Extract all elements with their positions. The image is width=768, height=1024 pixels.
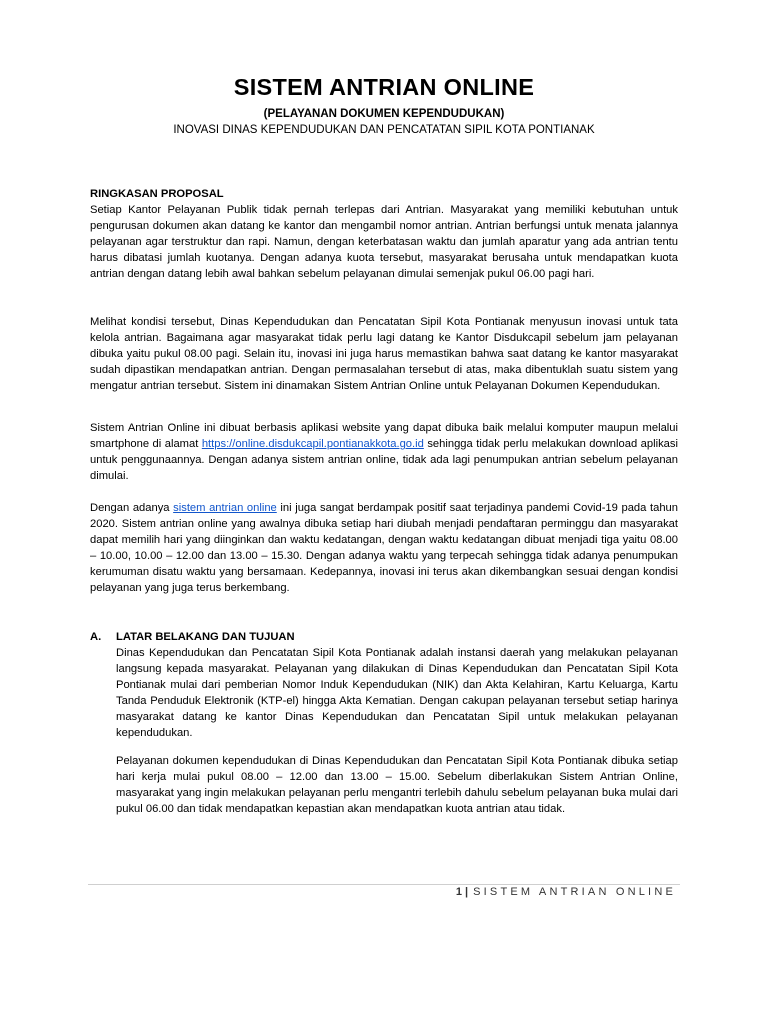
section-a-paragraph-2: Pelayanan dokumen kependudukan di Dinas Kependudukan dan Pencatatan Sipil Kota Pontianak dibuka setiap hari kerja mulai pukul 08.00 – 12.00 dan 13.00 – 15.00. Sebelum diberlakukan Sistem Antrian Online, masyarakat yang ingin melakukan pelayanan perlu mengantri terlebih dahulu sebelum pelayanan buka mulai dari pukul 06.00 dan tidak mendapatkan kepastian akan mendapatkan kuota antrian atau tidak. [116,755,678,815]
summary-section [90,186,678,282]
summary-paragraph-2-block [90,314,678,394]
p3-text-after: sehingga tidak perlu melakukan download aplikasi untuk penggunaannya. Dengan adanya sistem antrian online, tidak ada lagi penumpukan antrian sebelum pelayanan dimulai. [90,438,678,482]
summary-paragraph-3 [90,420,678,484]
sistem-antrian-link[interactable]: sistem antrian online [173,502,277,514]
section-a-paragraph-1: Dinas Kependudukan dan Pencatatan Sipil Kota Pontianak adalah instansi daerah yang melakukan pelayanan langsung kepada masyarakat. Pelayanan yang dilakukan di Dinas Kependudukan dan Pencatatan Sipil Kota Pontianak mulai dari pemberian Nomor Induk Kependudukan (NIK) dan Akta Kelahiran, Kartu Keluarga, Kartu Tanda Penduduk Elektronik (KTP-el) hingga Akta Kematian. Dengan cakupan pelayanan tersebut setiap harinya masyarakat datang ke kantor Dinas Kependudukan dan Pencatatan Sipil untuk melakukan pelayanan kependudukan. [116,647,678,739]
page-number: 1 [455,886,463,898]
document-organization: INOVASI DINAS KEPENDUDUKAN DAN PENCATATAN SIPIL KOTA PONTIANAK [173,124,595,136]
footer-running-title: SISTEM ANTRIAN ONLINE [473,886,676,898]
section-a-title: LATAR BELAKANG DAN TUJUAN [116,631,295,643]
summary-paragraph-4 [90,500,678,596]
footer-divider [88,884,680,885]
document-subtitle: (PELAYANAN DOKUMEN KEPENDUDUKAN) [263,108,505,120]
document-title: SISTEM ANTRIAN ONLINE [233,74,535,100]
page-footer [456,886,676,898]
section-a-paragraph-1-block [116,645,678,741]
summary-paragraph-4-block [90,500,678,596]
p3-text-before: Sistem Antrian Online ini dibuat berbasis aplikasi website yang dapat dibuka baik melalui komputer maupun melalui smartphone di alamat [90,422,678,450]
summary-heading: RINGKASAN PROPOSAL [90,188,224,200]
summary-paragraph-3-block [90,420,678,484]
summary-paragraph-2: Melihat kondisi tersebut, Dinas Kependudukan dan Pencatatan Sipil Kota Pontianak menyusun inovasi untuk tata kelola antrian. Bagaimana agar masyarakat tidak perlu lagi datang ke Kantor Disdukcapil sebelum jam pelayanan dibuka yaitu pukul 08.00 pagi. Selain itu, inovasi ini juga harus memastikan bahwa saat datang ke kantor masyarakat sudah dipastikan mendapatkan antrian. Dengan permasalahan tersebut di atas, maka dibentuklah suatu sistem yang mengatur antrian tersebut. Sistem ini dinamakan Sistem Antrian Online untuk Pelayanan Dokumen Kependudukan. [90,316,678,392]
summary-paragraph-1: Setiap Kantor Pelayanan Publik tidak pernah terlepas dari Antrian. Masyarakat yang memiliki kebutuhan untuk pengurusan dokumen akan datang ke kantor dan mengambil nomor antrian. Antrian berfungsi untuk menata jalannya pelayanan agar terstruktur dan rapi. Namun, dengan keterbatasan waktu dan jumlah aparatur yang ada antrian tentu harus dibatasi jumlah kuotanya. Dengan adanya kuota tersebut, masyarakat berusaha untuk mendapatkan kuota antrian dengan datang lebih awal bahkan sebelum pelayanan dimulai semenjak pukul 06.00 pagi hari. [90,204,678,280]
section-a-heading [90,629,678,645]
p4-text-before: Dengan adanya [90,502,174,514]
p4-text-after: ini juga sangat berdampak positif saat terjadinya pandemi Covid-19 pada tahun 2020. Sistem antrian online yang awalnya dibuka setiap hari diubah menjadi pendaftaran perminggu dan masyarakat dapat memilih hari yang diinginkan dan waktu kedatangan, dengan waktu kedatangan dibuat menjadi tiga yaitu 08.00 – 10.00, 10.00 – 12.00 dan 13.00 – 15.30. Dengan adanya waktu yang terpecah sehingga tidak adanya penumpukan kerumuman disatu waktu yang bersamaan. Kedepannya, inovasi ini terus akan dikembangkan sesuai dengan kondisi pelayanan yang juga terus berkembang. [90,502,678,594]
website-link[interactable]: https://online.disdukcapil.pontianakkota.go.id [201,438,424,450]
section-a-paragraph-2-block [116,753,678,817]
section-a-letter: A. [90,631,102,643]
footer-separator: | [465,886,469,898]
